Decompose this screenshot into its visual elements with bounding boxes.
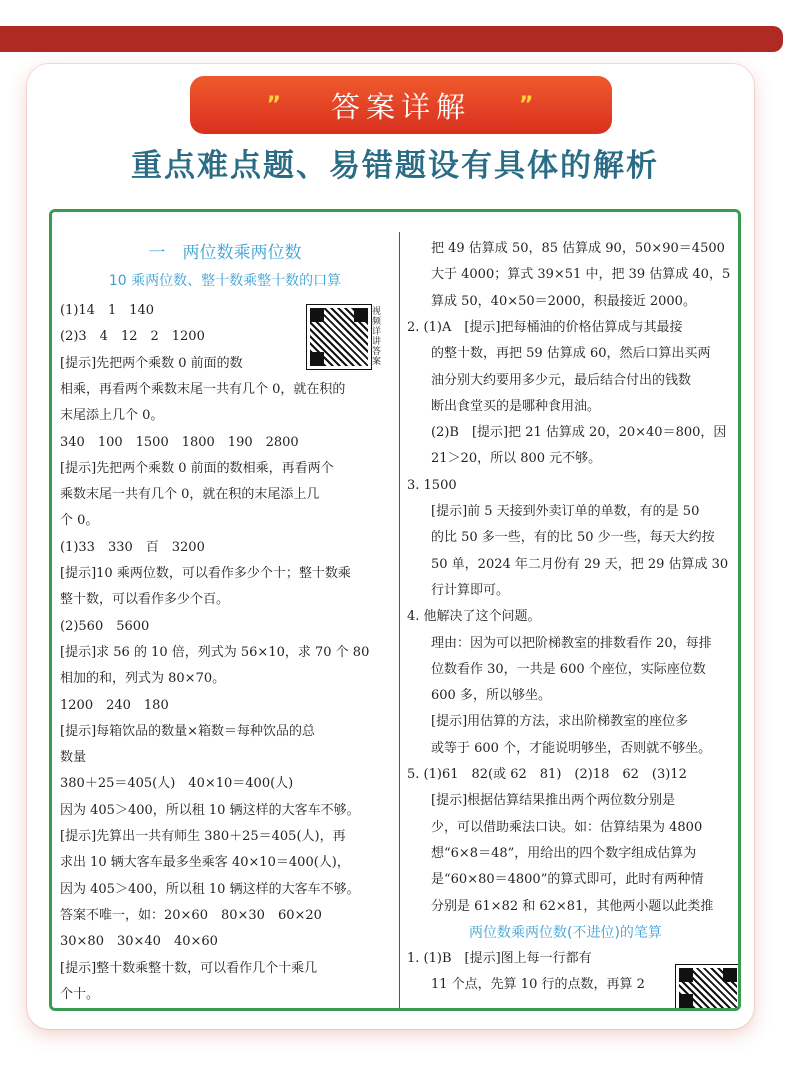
- left-text-line: 答案不唯一，如：20×60 80×30 60×20: [60, 907, 322, 923]
- left-text-line: [提示]先把两个乘数 0 前面的数相乘，再看两个: [60, 460, 334, 476]
- right-text-line: 11 个点，先算 10 行的点数，再算 2: [431, 977, 645, 993]
- left-text-line: 1200 240 180: [60, 697, 169, 713]
- left-text-line: 因为 405＞400，所以租 10 辆这样的大客车不够。: [60, 881, 360, 897]
- left-text-line: 个 0。: [60, 513, 99, 529]
- left-text-line: [提示]求 56 的 10 倍，列式为 56×10，求 70 个 80: [60, 644, 370, 660]
- right-text-line: 行计算即可。: [431, 582, 510, 598]
- qr-code-icon[interactable]: [306, 304, 372, 370]
- right-text-line: 5. (1)61 82(或 62 81) (2)18 62 (3)12: [407, 767, 687, 782]
- left-text-line: (1)14 1 140: [60, 303, 155, 318]
- left-text-line: 乘数末尾一共有几个 0，就在积的末尾添上几: [60, 487, 320, 503]
- left-text-line: (2)3 4 12 2 1200: [60, 329, 205, 345]
- right-text-line: 21＞20，所以 800 元不够。: [431, 451, 602, 467]
- left-text-line: 数量: [60, 750, 87, 766]
- right-text-line: [提示]前 5 天接到外卖订单的单数，有的是 50: [431, 504, 700, 519]
- qr-label: 视频详讲答案: [372, 307, 382, 367]
- right-text-line: 是“60×80＝4800”的算式即可，此时有两种情: [431, 872, 704, 888]
- right-text-line: 分别是 61×82 和 62×81，其他两小题以此类推: [431, 898, 714, 914]
- left-text-line: [提示]每箱饮品的数量×箱数＝每种饮品的总: [60, 723, 316, 739]
- right-text-line: 的整十数，再把 59 估算成 60，然后口算出买两: [431, 346, 711, 362]
- top-bar: [0, 26, 783, 52]
- right-text-line: 2. (1)A [提示]把每桶油的价格估算成与其最接: [407, 319, 683, 335]
- subsection-title: 10 乘两位数、整十数乘整十数的口算: [108, 273, 342, 289]
- left-text-line: 个十。: [60, 986, 100, 1002]
- right-text-line: 少，可以借助乘法口诀。如：估算结果为 4800: [431, 819, 703, 835]
- left-text-line: 整十数，可以看作多少个百。: [60, 592, 230, 608]
- right-text-line: 600 多，所以够坐。: [431, 688, 551, 704]
- answer-page-frame: [49, 209, 741, 1011]
- left-text-line: [提示]先把两个乘数 0 前面的数: [60, 355, 243, 371]
- left-text-line: (1)33 330 百 3200: [60, 539, 205, 555]
- right-text-line: 3. 1500: [407, 477, 457, 493]
- left-text-line: (2)560 5600: [60, 618, 150, 634]
- left-text-line: 340 100 1500 1800 190 2800: [60, 434, 299, 450]
- left-text-line: [提示]整十数乘整十数，可以看作几个十乘几: [60, 960, 318, 976]
- right-text-line: 位数看作 30，一共是 600 个座位，实际座位数: [431, 661, 706, 677]
- right-text-line: 断出食堂买的是哪种食用油。: [431, 398, 601, 414]
- right-text-line: 油分别大约要用多少元，最后结合付出的钱数: [431, 372, 692, 388]
- section-title: 一 两位数乘两位数: [148, 243, 302, 263]
- left-text-line: 相加的和，列式为 80×70。: [60, 671, 226, 687]
- banner-title: 答案详解: [330, 89, 471, 124]
- qr-code-icon[interactable]: [675, 964, 741, 1011]
- right-text-line: 理由：因为可以把阶梯教室的排数看作 20，每排: [431, 635, 712, 651]
- quote-right-icon: ”: [519, 92, 536, 118]
- right-text-line: 想“6×8＝48”，用给出的四个数字组成估算为: [431, 845, 697, 861]
- left-text-line: 30×80 30×40 40×60: [60, 934, 218, 950]
- right-text-line: [提示]根据估算结果推出两个两位数分别是: [431, 793, 676, 809]
- left-text-line: 相乘，再看两个乘数末尾一共有几个 0，就在积的: [60, 381, 346, 397]
- right-text-line: 两位数乘两位数(不进位)的笔算: [469, 924, 662, 941]
- quote-left-icon: ”: [266, 92, 283, 118]
- column-divider: [399, 232, 400, 1011]
- left-text-line: [提示]10 乘两位数，可以看作多少个十；整十数乘: [60, 566, 351, 581]
- right-text-line: (2)B [提示]把 21 估算成 20，20×40＝800，因: [431, 425, 727, 441]
- left-text-line: [提示]先算出一共有师生 380＋25＝405(人)，再: [60, 829, 346, 844]
- right-text-line: 把 49 估算成 50，85 估算成 90，50×90＝4500: [431, 241, 725, 256]
- right-text-line: 大于 4000；算式 39×51 中，把 39 估算成 40，5: [431, 267, 731, 283]
- right-text-line: 的比 50 多一些，有的比 50 少一些，每天大约按: [431, 530, 715, 546]
- left-text-line: 380＋25＝405(人) 40×10＝400(人): [60, 776, 294, 792]
- headline: 重点难点题、易错题设有具体的解析: [131, 148, 659, 184]
- answer-banner: [190, 76, 612, 134]
- right-text-line: 1. (1)B [提示]图上每一行都有: [407, 951, 592, 967]
- right-text-line: [提示]用估算的方法，求出阶梯教室的座位多: [431, 714, 689, 730]
- left-text-line: 末尾添上几个 0。: [60, 408, 164, 424]
- right-text-line: 50 单，2024 年二月份有 29 天，把 29 估算成 30: [431, 556, 729, 572]
- right-text-line: 4. 他解决了这个问题。: [407, 609, 541, 625]
- left-text-line: 因为 405＞400，所以租 10 辆这样的大客车不够。: [60, 802, 360, 818]
- left-text-line: 求出 10 辆大客车最多坐乘客 40×10＝400(人)，: [60, 855, 350, 871]
- right-text-line: 算成 50，40×50＝2000，积最接近 2000。: [431, 293, 696, 309]
- right-text-line: 或等于 600 个，才能说明够坐，否则就不够坐。: [431, 740, 712, 756]
